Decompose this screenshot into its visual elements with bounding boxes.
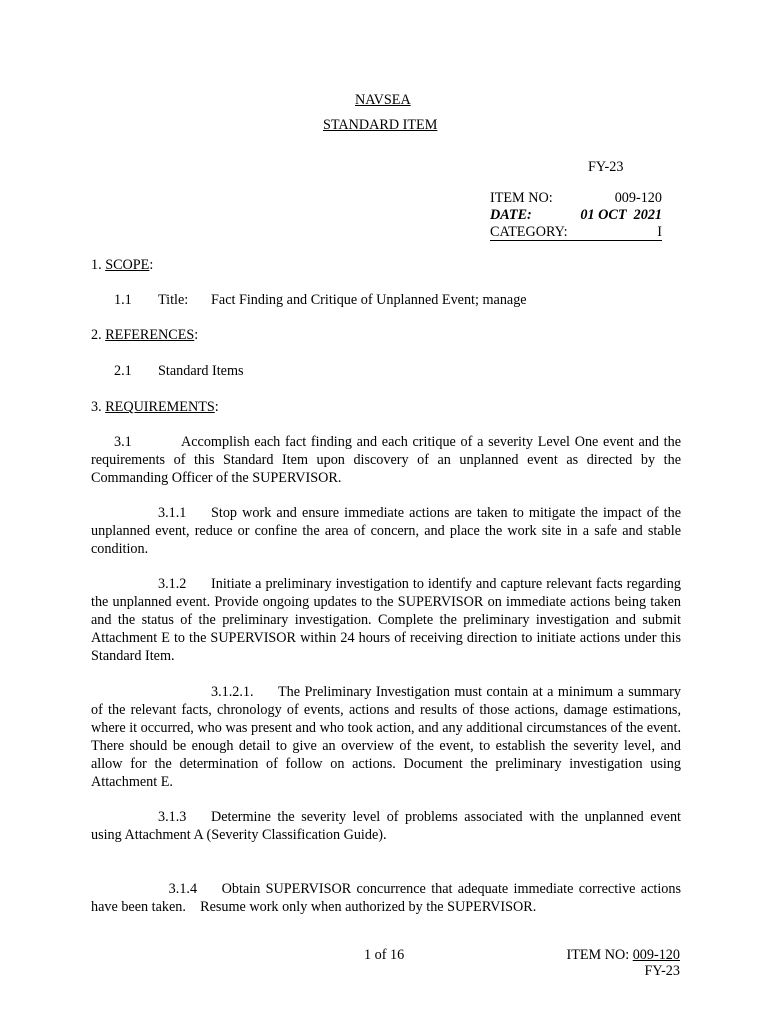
scope-title-item xyxy=(114,291,527,309)
section-number: 1. xyxy=(91,257,102,273)
date-row xyxy=(490,207,662,224)
paragraph-text: Obtain SUPERVISOR concurrence that adequate immediate corrective actions have been taken. Resume work only when authorized by the SUPERVISOR. xyxy=(91,881,685,915)
footer-fiscal-year: FY-23 xyxy=(644,963,680,979)
paragraph-3-1 xyxy=(91,433,681,487)
item-no-label: ITEM NO: xyxy=(490,190,553,206)
footer-item-no-value: 009-120 xyxy=(632,947,680,963)
paragraph-3-1-4 xyxy=(91,862,685,916)
section-title: SCOPE xyxy=(105,257,150,273)
paragraph-3-1-2 xyxy=(91,575,681,665)
paragraph-text: The Preliminary Investigation must contain at a minimum a summary of the relevant facts, chronology of events, actions and results of those actions, damage estimations, where it occurred, who was present and who took action, and any additional circumstances of the event. There should be enough detail to give an overview of the event, to establish the severity level, and allow for the determination of follow on actions. Document the preliminary investigation using Attachment E. xyxy=(91,684,681,790)
footer-item-no-label: ITEM NO: xyxy=(566,947,630,963)
section-colon: : xyxy=(149,257,154,273)
org-heading: NAVSEA xyxy=(355,92,411,108)
item-no-value: 009-120 xyxy=(614,190,662,206)
section-number: 3. xyxy=(91,399,102,415)
item-info-block xyxy=(490,190,662,241)
paragraph-text: Determine the severity level of problems associated with the unplanned event using Attachment A (Severity Classification Guide). xyxy=(91,809,681,843)
item-text: Fact Finding and Critique of Unplanned Event; manage xyxy=(211,292,527,308)
category-row xyxy=(490,224,662,241)
paragraph-number: 3.1.1 xyxy=(158,505,187,521)
paragraph-number: 3.1.4 xyxy=(168,881,198,897)
paragraph-text: Initiate a preliminary investigation to identify and capture relevant facts regarding the unplanned event. Provide ongoing updates to the SUPERVISOR on immediate actions being taken and the status of the preliminary investigation. Complete the preliminary investigation and submit Attachment E to the SUPERVISOR within 24 hours of receiving direction to initiate actions under this Standard Item. xyxy=(91,576,681,664)
date-value: 01 OCT 2021 xyxy=(580,207,662,223)
item-number: 1.1 xyxy=(114,292,132,308)
section-scope-heading xyxy=(91,256,153,274)
paragraph-text: Stop work and ensure immediate actions are taken to mitigate the impact of the unplanned event, reduce or confine the area of concern, and place the work site in a safe and stable condition. xyxy=(91,505,681,557)
item-number: 2.1 xyxy=(114,363,132,379)
category-value: I xyxy=(657,224,662,240)
doc-type-heading: STANDARD ITEM xyxy=(323,117,438,133)
date-label: DATE: xyxy=(490,207,532,223)
category-label: CATEGORY: xyxy=(490,224,568,240)
item-text: Standard Items xyxy=(158,363,244,379)
section-references-heading xyxy=(91,326,198,344)
section-colon: : xyxy=(214,399,219,415)
section-title: REQUIREMENTS xyxy=(105,399,215,415)
item-label: Title: xyxy=(158,292,189,308)
paragraph-number: 3.1.2.1. xyxy=(211,684,254,700)
paragraph-3-1-2-1 xyxy=(91,683,681,791)
section-number: 2. xyxy=(91,327,102,343)
section-requirements-heading xyxy=(91,398,219,416)
paragraph-3-1-3 xyxy=(91,808,681,844)
paragraph-text: Accomplish each fact finding and each critique of a severity Level One event and the requirements of this Standard Item upon discovery of an unplanned event as directed by the Commanding Officer of the SUPERVISOR. xyxy=(91,434,681,486)
fiscal-year: FY-23 xyxy=(588,159,624,175)
paragraph-number: 3.1.2 xyxy=(158,576,187,592)
section-colon: : xyxy=(194,327,199,343)
reference-item xyxy=(114,362,244,380)
item-no-row xyxy=(490,190,662,207)
section-title: REFERENCES xyxy=(105,327,195,343)
paragraph-number: 3.1.3 xyxy=(158,809,187,825)
paragraph-3-1-1 xyxy=(91,504,681,558)
page-number: 1 of 16 xyxy=(364,947,405,963)
paragraph-number: 3.1 xyxy=(114,434,132,450)
